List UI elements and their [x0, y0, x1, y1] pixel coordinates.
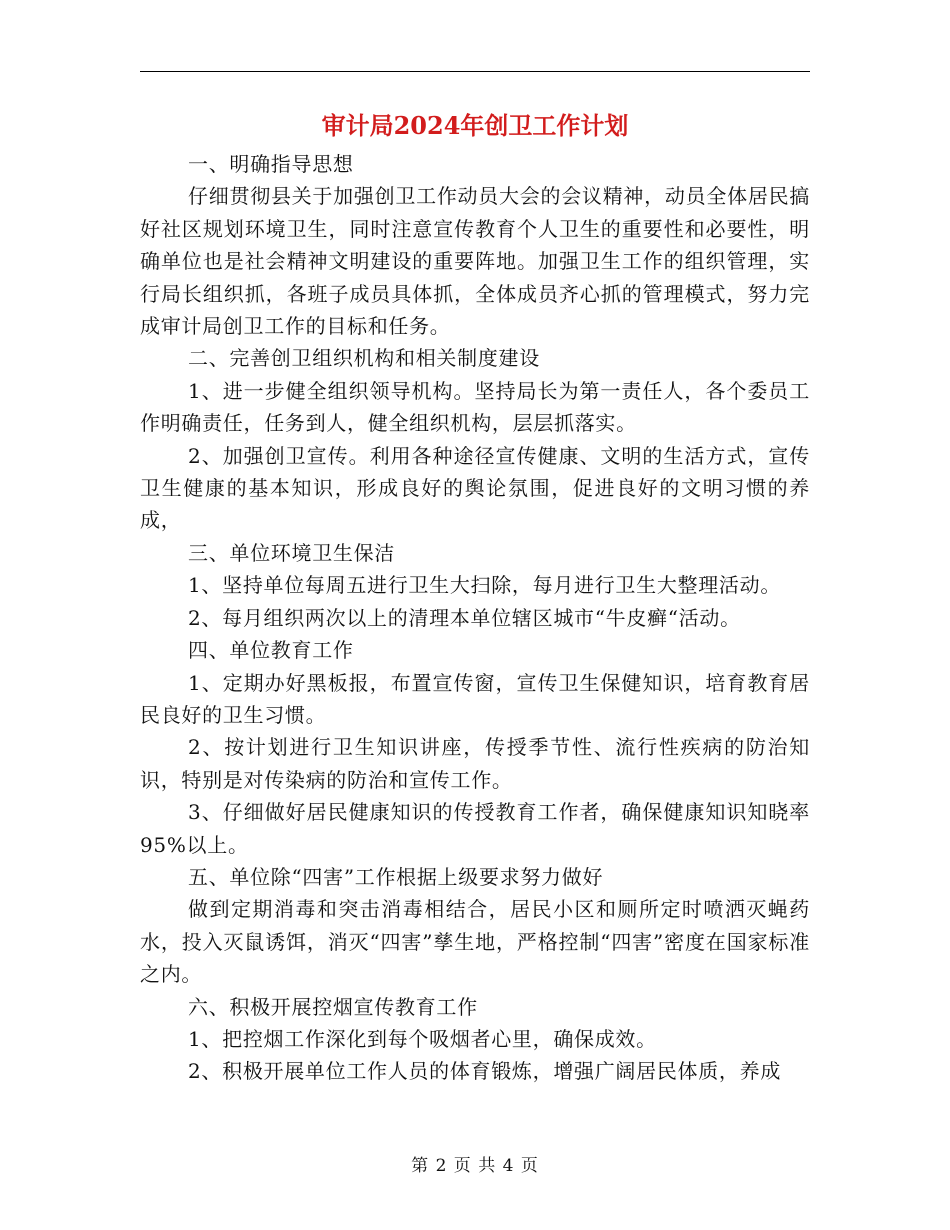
paragraph-heading-4: 四、单位教育工作 — [188, 638, 354, 663]
paragraph-heading-2: 二、完善创卫组织机构和相关制度建设 — [188, 346, 540, 371]
paragraph: 2、每月组织两次以上的清理本单位辖区城市“牛皮癣“活动。 — [188, 605, 741, 630]
paragraph-heading-6: 六、积极开展控烟宣传教育工作 — [188, 994, 478, 1019]
header-rule — [140, 71, 810, 72]
paragraph: 1、进一步健全组织领导机构。坚持局长为第一责任人，各个委员工作明确责任，任务到人，健全组织机构，层层抓落实。 — [140, 378, 810, 436]
document-body — [140, 148, 810, 1088]
paragraph-heading-1: 一、明确指导思想 — [188, 152, 354, 176]
paragraph: 1、定期办好黑板报，布置宣传窗，宣传卫生保健知识，培育教育居民良好的卫生习惯。 — [140, 670, 810, 727]
page-number: 第 2 页 共 4 页 — [411, 1156, 539, 1176]
paragraph: 仔细贯彻县关于加强创卫工作动员大会的会议精神，动员全体居民搞好社区规划环境卫生，同时注意宣传教育个人卫生的重要性和必要性，明确单位也是社会精神文明建设的重要阵地。加强卫生工作的组织管理，实行局长组织抓，各班子成员具体抓，全体成员齐心抓的管理模式，努力完成审计局创卫工作的目标和任务。 — [140, 184, 810, 339]
paragraph: 1、坚持单位每周五进行卫生大扫除，每月进行卫生大整理活动。 — [188, 573, 782, 598]
paragraph: 2、加强创卫宣传。利用各种途径宣传健康、文明的生活方式，宣传卫生健康的基本知识，形成良好的舆论氛围，促进良好的文明习惯的养成， — [140, 443, 810, 533]
paragraph: 做到定期消毒和突击消毒相结合，居民小区和厕所定时喷洒灭蝇药水，投入灭鼠诱饵，消灭“四害”孳生地，严格控制“四害”密度在国家标准之内。 — [140, 897, 810, 987]
paragraph: 2、按计划进行卫生知识讲座，传授季节性、流行性疾病的防治知识，特别是对传染病的防治和宣传工作。 — [140, 735, 810, 792]
paragraph-heading-3: 三、单位环境卫生保洁 — [188, 540, 395, 565]
paragraph: 1、把控烟工作深化到每个吸烟者心里，确保成效。 — [188, 1026, 657, 1051]
document-title: 审计局2024年创卫工作计划 — [321, 111, 629, 140]
paragraph: 3、仔细做好居民健康知识的传授教育工作者，确保健康知识知晓率95%以上。 — [140, 800, 810, 857]
paragraph-heading-5: 五、单位除“四害”工作根据上级要求努力做好 — [188, 864, 604, 889]
paragraph: 2、积极开展单位工作人员的体育锻炼，增强广阔居民体质，养成 — [188, 1059, 782, 1084]
